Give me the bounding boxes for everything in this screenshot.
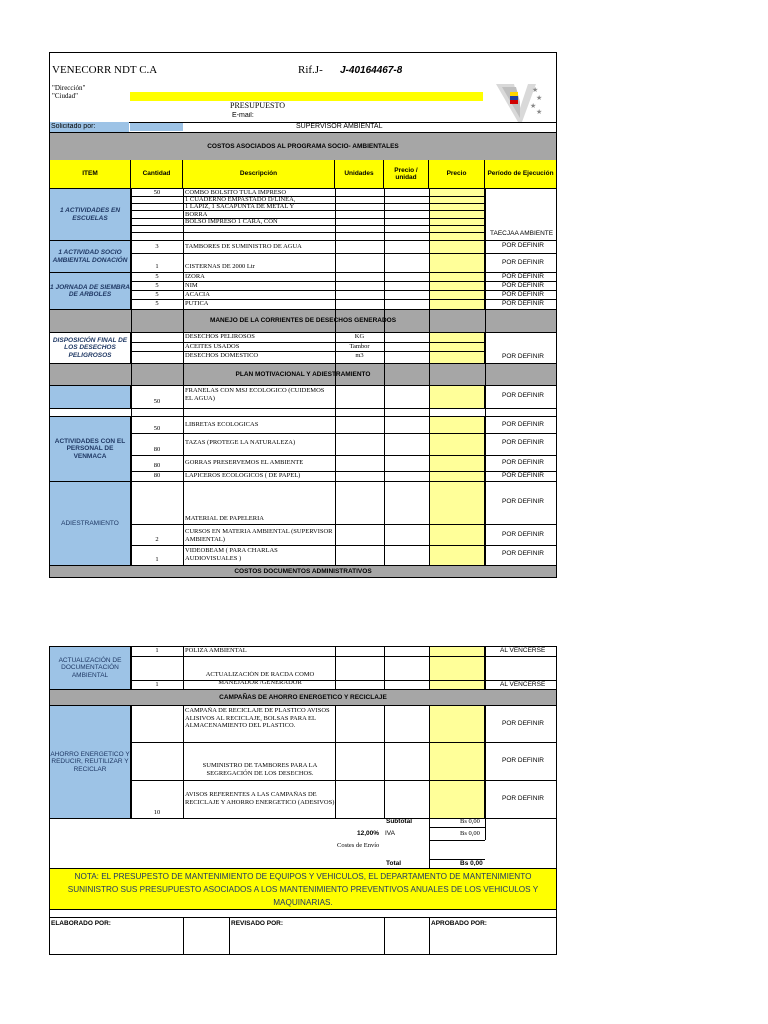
section-title-plan-motivacional: PLAN MOTIVACIONAL Y ADIESTRAMIENTO [50,364,556,385]
group-socio-ambiental-donacion: 1 ACTIVIDAD SOCIO AMBIENTAL DONACIÓN [50,241,131,272]
row-period: POR DEFINIR [502,550,544,557]
row-desc: VIDEOBEAM ( PARA CHARLAS AUDIOVISUALES ) [185,547,278,562]
row-period: POR DEFINIR [502,720,544,727]
envio-label: Costes de Envío [337,842,380,849]
iva-value: Bs 0,00 [460,830,480,837]
row-period: POR DEFINIR [502,459,544,466]
row-desc: CAMPAÑA DE RECICLAJE DE PLASTICO AVISOS ALISIVOS AL RECICLAJE, BOLSAS PARA EL ALMACENAMIENTO DEL PLASTICO. [185,707,330,729]
row-desc: 1 CUADERNO EMPASTADO D/LINEA, [185,196,296,203]
section-title-desechos: MANEJO DE LA CORRIENTES DE DESECHOS GENERADOS [50,310,556,332]
row-desc: IZORA [185,273,205,280]
row-desc: LAPICEROS ECOLOGICOS ( DE PAPEL) [185,472,301,479]
row-unit: Tambor [349,343,370,351]
signature-elaborado: ELABORADO POR: [51,920,111,927]
row-period: POR DEFINIR [502,757,544,764]
col-header-periodo: Período de Ejecución [485,160,556,188]
group-adiestramiento: ADIESTRAMIENTO [50,482,131,565]
row-desc: NIM [185,282,198,289]
row-desc: TAZAS (PROTEGE LA NATURALEZA) [185,439,296,446]
group-actividades-personal: ACTIVIDADES CON EL PERSONAL DE VENMACA [50,417,131,481]
row-desc: LIBRETAS ECOLOGICAS [185,421,259,428]
group-actividades-escuelas: 1 ACTIVIDADES EN ESCUELAS [50,189,131,240]
col-header-cantidad: Cantidad [131,160,183,188]
row-qty: 5 [155,273,159,280]
row-period: AL VENCERSE [500,681,546,688]
doc-title: PRESUPUESTO [230,101,285,110]
svg-text:★: ★ [536,95,543,102]
col-header-precio: Precio [429,160,485,188]
row-qty: 80 [153,472,161,480]
row-desc: GORRAS PRESERVEMOS EL AMBIENTE [185,459,304,466]
row-period: POR DEFINIR [502,531,544,538]
row-period: POR DEFINIR [502,472,544,479]
row-desc: 1 LAPIZ, 1 SACAPUNTA DE METAL Y [185,203,295,210]
email-label: E-mail: [232,112,254,119]
col-header-unidades: Unidades [335,160,384,188]
row-qty: 80 [153,462,161,470]
solicitado-value: SUPERVISOR AMBIENTAL [296,123,383,130]
row-qty: 1 [155,647,159,655]
rif-value: J-40164467-8 [340,65,403,76]
svg-text:★: ★ [532,87,539,94]
row-period: POR DEFINIR [502,282,544,289]
row-desc: AVISOS REFERENTES A LAS CAMPAÑAS DE RECICLAJE Y AHORRO ENERGETICO (ADESIVOS) [185,791,335,806]
row-qty: 5 [155,291,159,298]
total-value: Bs 0,00 [460,860,483,867]
row-desc: MATERIAL DE PAPELERIA [185,515,264,522]
total-label: Total [386,860,402,867]
row-qty: 50 [153,425,161,433]
row-desc: ACEITES USADOS [185,343,240,350]
row-desc: SUMINISTRO DE TAMBORES PARA LA SEGREGACIÓN DE LOS DESECHOS. [202,762,318,777]
row-qty: 1 [155,263,159,270]
row-desc: CURSOS EN MATERIA AMBIENTAL (SUPERVISOR AMBIENTAL) [185,528,333,543]
row-desc: DESECHOS PELIROSOS [185,333,255,340]
section-title-documentos: COSTOS DOCUMENTOS ADMINISTRATIVOS [50,566,556,577]
subtotal-label: Subtotal [386,818,412,825]
direccion-text: "Dirección" [52,84,86,92]
address-highlight [130,92,483,101]
signature-revisado: REVISADO POR: [231,920,284,927]
svg-text:★: ★ [530,103,537,110]
row-qty: 10 [153,809,161,817]
row-desc: CISTERNAS DE 2000 Ltr [185,263,255,270]
row-desc: DESECHOS DOMESTICO [185,352,259,359]
row-period: POR DEFINIR [502,498,544,505]
row-qty: 50 [153,398,161,406]
row-desc: TAMBORES DE SUMINISTRO DE AGUA [185,243,302,250]
section-title-ahorro-energetico: CAMPAÑAS DE AHORRO ENERGETICO Y RECICLAJE [50,690,556,705]
row-period: AL VENCERSE [500,647,546,654]
row-period: POR DEFINIR [502,421,544,428]
row-period: POR DEFINIR [502,300,544,307]
row-desc: PUTICA [185,300,209,307]
signature-aprobado: APROBADO POR: [431,920,487,927]
row-period: POR DEFINIR [502,392,544,399]
row-period: POR DEFINIR [502,273,544,280]
iva-percent: 12,00% [357,830,380,837]
svg-text:★: ★ [536,109,543,116]
row-qty: 5 [155,300,159,307]
row-period: POR DEFINIR [502,439,544,446]
row-unit: m3 [355,352,364,360]
section-title-socio-ambientales: COSTOS ASOCIADOS AL PROGRAMA SOCIO- AMBIENTALES [50,133,556,160]
row-desc: POLIZA AMBIENTAL [185,647,247,654]
group-ahorro-energetico: AHORRO ENERGETICO Y REDUCIR, REUTILIZAR Y RECICLAR [50,706,131,818]
row-desc: BOLSO IMPRESO 1 CARA, CON [185,218,278,225]
group-actualizacion-documentacion: ACTUALIZACIÓN DE DOCUMENTACIÓN AMBIENTAL [50,647,131,689]
row-period: TAECJAA AMBIENTE [490,230,554,237]
group-jornada-siembra: 1 JORNADA DE SIEMBRA DE ARBOLES [50,273,131,309]
company-name: VENECORR NDT C.A [52,64,158,76]
col-header-precio-unidad: Precio / unidad [384,160,429,188]
solicitado-label: Solicitado por: [51,123,96,130]
row-desc: ACACIA [185,291,210,298]
iva-label: IVA [385,830,395,837]
row-period: POR DEFINIR [502,795,544,802]
maintenance-note: NOTA: EL PRESUPESTO DE MANTENIMIENTO DE EQUIPOS Y VEHICULOS, EL DEPARTAMENTO DE MANTENIMIENTO SUNINISTRO SUS PRESUPUESTO ASOCIADOS A LOS MANTENIMIENTO PREVENTIVOS ANUALES DE LOS VEHICULOS Y MAQUINARIAS. [50,869,556,909]
col-header-item: ITEM [50,160,131,188]
row-desc: ACTUALIZACIÓN DE RACDA COMO MANEJADOR /GENERADOR [205,671,315,686]
row-period: POR DEFINIR [502,242,544,249]
row-qty: 5 [155,282,159,289]
row-period: POR DEFINIR [502,291,544,298]
row-period: POR DEFINIR [502,353,544,360]
row-unit: KG [354,333,365,341]
solicitado-value-cell [130,123,183,131]
row-qty: 80 [153,446,161,454]
row-qty: 3 [155,243,159,250]
group-disposicion-desechos: DISPOSICIÓN FINAL DE LOS DESECHOS PELIGROSOS [50,333,131,363]
subtotal-value: Bs 0,00 [460,818,480,825]
row-desc: FRANELAS CON MSJ ECOLOGICO (CUIDEMOS EL AGUA) [185,387,325,402]
rif-label: Rif.J- [298,64,323,76]
ciudad-text: "Ciudad" [52,92,78,100]
row-qty: 50 [153,189,161,196]
row-desc: COMBO BOLSITO TULA IMPRESO [185,189,287,196]
row-qty: 1 [155,681,159,689]
row-qty: 2 [155,536,159,544]
row-qty: 1 [155,556,159,564]
company-logo [492,78,552,126]
col-header-descripcion: Descripción [183,160,335,188]
row-period: POR DEFINIR [502,259,544,266]
row-desc: BORRA [185,211,208,218]
